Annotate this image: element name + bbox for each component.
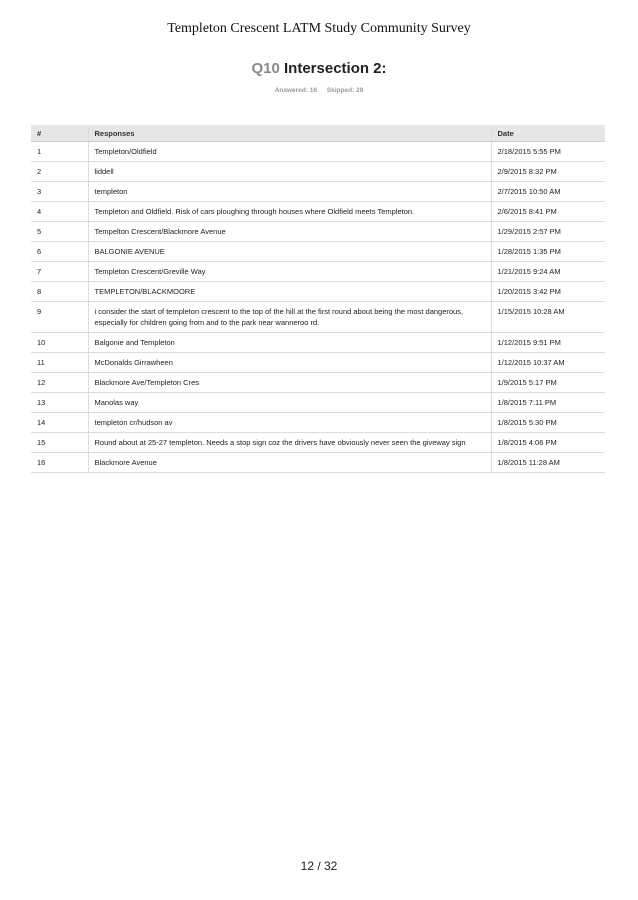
row-response: Blackmore Ave/Templeton Cres [88, 373, 491, 393]
table-row [31, 302, 605, 333]
row-number: 1 [31, 142, 88, 162]
row-response: Blackmore Avenue [88, 453, 491, 473]
table-row [31, 282, 605, 302]
table-row [31, 413, 605, 433]
header-date: Date [491, 125, 605, 142]
header-number: # [31, 125, 88, 142]
row-response: Round about at 25-27 templeton. Needs a stop sign coz the drivers have obviously never seen the giveway sign [88, 433, 491, 453]
row-number: 10 [31, 333, 88, 353]
question-heading [0, 60, 638, 77]
row-date: 1/20/2015 3:42 PM [491, 282, 605, 302]
row-number: 14 [31, 413, 88, 433]
row-date: 1/29/2015 2:57 PM [491, 222, 605, 242]
question-title: Intersection 2: [284, 60, 387, 77]
row-response: templeton [88, 182, 491, 202]
table-row [31, 373, 605, 393]
row-date: 1/21/2015 9:24 AM [491, 262, 605, 282]
row-number: 5 [31, 222, 88, 242]
table-row [31, 433, 605, 453]
document-title: Templeton Crescent LATM Study Community Survey [167, 21, 471, 36]
table-row [31, 262, 605, 282]
table-row [31, 202, 605, 222]
table-row [31, 393, 605, 413]
table-row [31, 242, 605, 262]
row-date: 1/15/2015 10:28 AM [491, 302, 605, 333]
row-response: i consider the start of templeton crescent to the top of the hill at the first round about being the most dangerous, especially for children going from and to the park near wanneroo rd. [88, 302, 491, 333]
row-response: Templeton and Oldfield. Risk of cars ploughing through houses where Oldfield meets Templeton. [88, 202, 491, 222]
row-response: Balgonie and Templeton [88, 333, 491, 353]
row-number: 6 [31, 242, 88, 262]
row-date: 2/18/2015 5:55 PM [491, 142, 605, 162]
table-row [31, 353, 605, 373]
table-row [31, 162, 605, 182]
table-header-row [31, 125, 605, 142]
question-number: Q10 [251, 60, 280, 77]
row-response: BALGONIE AVENUE [88, 242, 491, 262]
row-date: 2/6/2015 8:41 PM [491, 202, 605, 222]
row-date: 1/28/2015 1:35 PM [491, 242, 605, 262]
row-number: 11 [31, 353, 88, 373]
row-number: 9 [31, 302, 88, 333]
row-number: 13 [31, 393, 88, 413]
header-responses: Responses [88, 125, 491, 142]
row-number: 12 [31, 373, 88, 393]
page-number: 12 / 32 [300, 859, 338, 873]
row-date: 1/12/2015 10:37 AM [491, 353, 605, 373]
row-date: 1/12/2015 9:51 PM [491, 333, 605, 353]
row-number: 3 [31, 182, 88, 202]
row-date: 1/8/2015 4:06 PM [491, 433, 605, 453]
row-date: 1/8/2015 5:30 PM [491, 413, 605, 433]
row-response: TEMPLETON/BLACKMOORE [88, 282, 491, 302]
row-response: Manolas way [88, 393, 491, 413]
row-number: 8 [31, 282, 88, 302]
table-row [31, 333, 605, 353]
row-date: 2/9/2015 8:32 PM [491, 162, 605, 182]
row-response: Templeton Crescent/Greville Way [88, 262, 491, 282]
row-date: 1/9/2015 5:17 PM [491, 373, 605, 393]
row-date: 2/7/2015 10:50 AM [491, 182, 605, 202]
skipped-count: Skipped: 29 [326, 87, 364, 94]
question-stats [0, 87, 638, 94]
row-response: McDonalds Girrawheen [88, 353, 491, 373]
row-date: 1/8/2015 11:28 AM [491, 453, 605, 473]
row-number: 2 [31, 162, 88, 182]
table-row [31, 182, 605, 202]
table-row [31, 453, 605, 473]
row-response: templeton cr/hudson av [88, 413, 491, 433]
row-number: 15 [31, 433, 88, 453]
table-row [31, 142, 605, 162]
row-number: 7 [31, 262, 88, 282]
row-number: 16 [31, 453, 88, 473]
row-response: liddell [88, 162, 491, 182]
row-date: 1/8/2015 7:11 PM [491, 393, 605, 413]
row-number: 4 [31, 202, 88, 222]
row-response: Templeton/Oldfield [88, 142, 491, 162]
answered-count: Answered: 16 [274, 87, 317, 94]
table-row [31, 222, 605, 242]
row-response: Tempelton Crescent/Blackmore Avenue [88, 222, 491, 242]
responses-table [31, 125, 605, 473]
